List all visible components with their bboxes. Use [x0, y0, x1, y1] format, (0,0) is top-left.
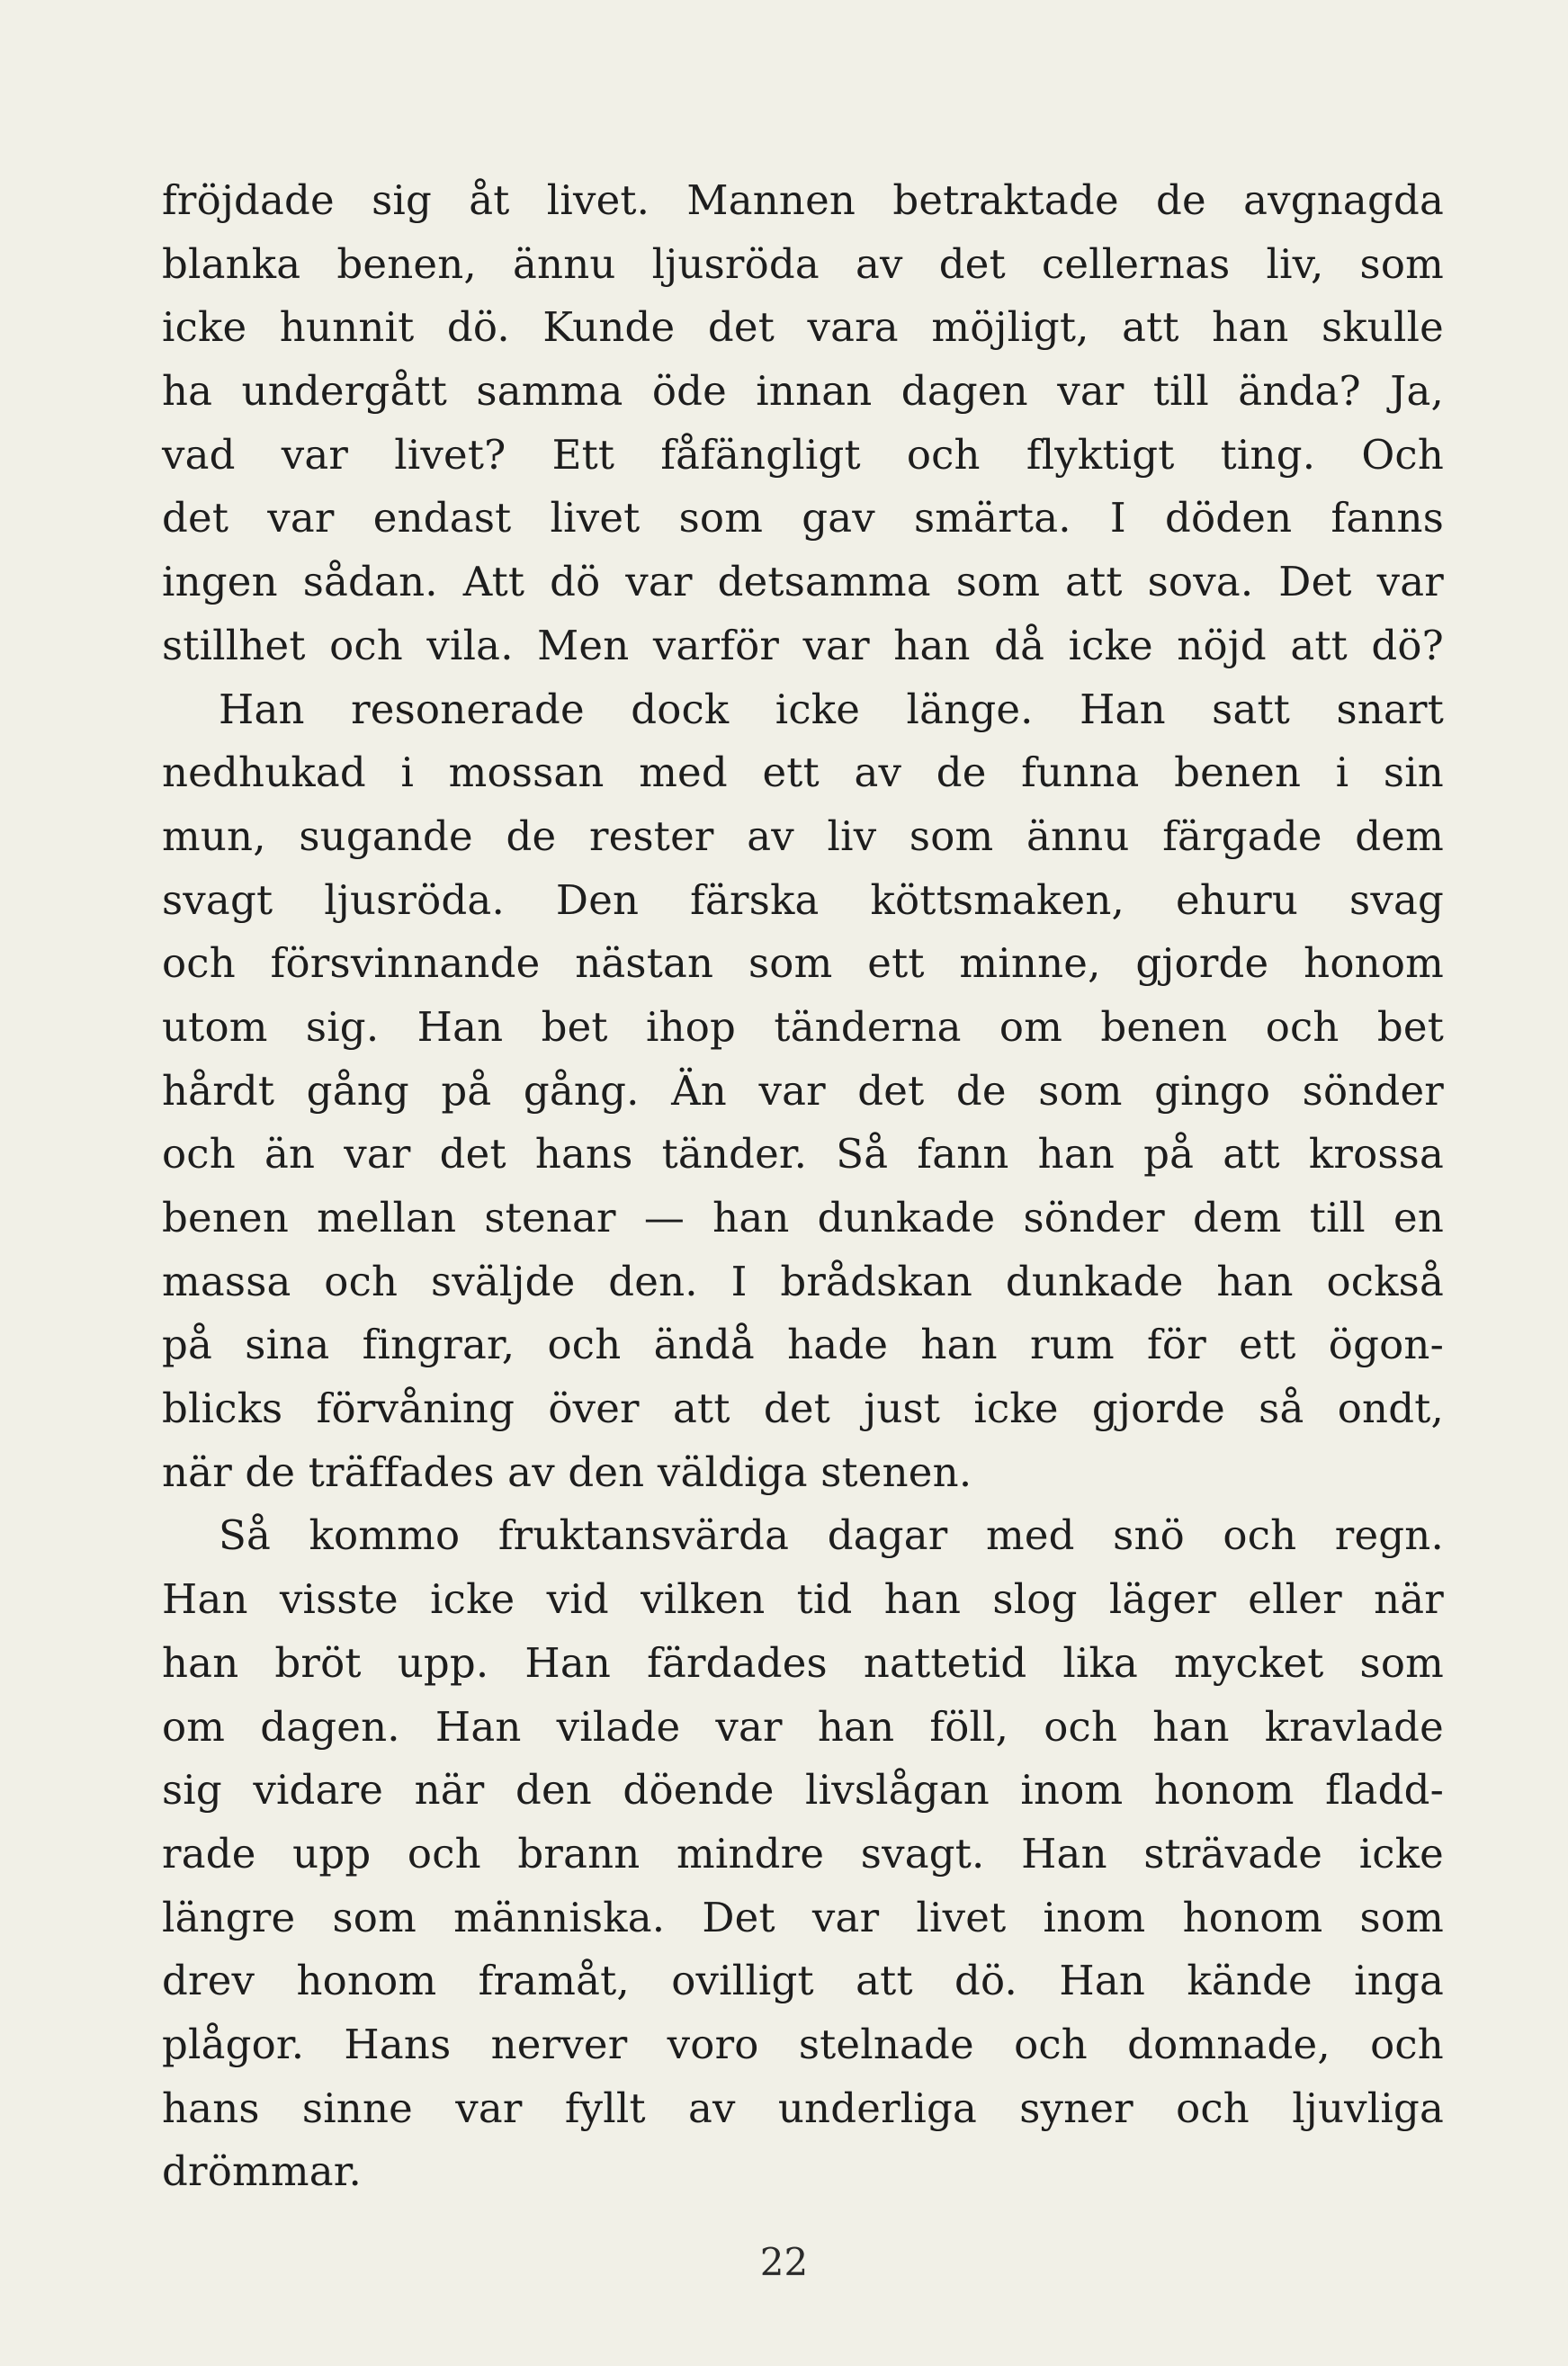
text-line: längre som människa. Det var livet inom honom som	[162, 1893, 1444, 1941]
text-line: ingen sådan. Att dö var detsamma som att sova. Det var	[162, 558, 1444, 606]
text-line: och än var det hans tänder. Så fann han på att krossa	[162, 1130, 1444, 1179]
text-line: benen mellan stenar — han dunkade sönder dem till en	[162, 1194, 1444, 1241]
text-line: svagt ljusröda. Den färska köttsmaken, ehuru svag	[162, 875, 1444, 924]
text-line: vad var livet? Ett fåfängligt och flyktigt ting. Och	[162, 430, 1444, 479]
text-line: om dagen. Han vilade var han föll, och han kravlade	[162, 1702, 1444, 1751]
text-line: Så kommo fruktansvärda dagar med snö och regn.	[219, 1511, 1444, 1560]
text-line: hans sinne var fyllt av underliga syner och ljuvliga	[162, 2084, 1444, 2132]
text-line: nedhukad i mossan med ett av de funna benen i sin	[162, 748, 1444, 797]
text-line: på sina fingrar, och ändå hade han rum för ett ögon-	[162, 1321, 1444, 1369]
text-line: sig vidare när den döende livslågan inom honom fladd-	[162, 1766, 1444, 1815]
text-line: fröjdade sig åt livet. Mannen betraktade de avgnagda	[162, 176, 1444, 224]
text-line: drömmar.	[162, 2147, 363, 2196]
text-line: rade upp och brann mindre svagt. Han strävade icke	[162, 1829, 1444, 1878]
text-line: utom sig. Han bet ihop tänderna om benen och bet	[162, 1002, 1444, 1051]
text-line: han bröt upp. Han färdades nattetid lika mycket som	[162, 1638, 1444, 1687]
text-line: och försvinnande nästan som ett minne, gjorde honom	[162, 939, 1444, 988]
page-number: 22	[759, 2240, 809, 2284]
text-line: det var endast livet som gav smärta. I döden fanns	[162, 494, 1444, 542]
text-line: hårdt gång på gång. Än var det de som gingo sönder	[162, 1066, 1444, 1115]
text-line: plågor. Hans nerver voro stelnade och domnade, och	[162, 2020, 1444, 2068]
body-text	[162, 169, 1444, 2204]
text-line: stillhet och vila. Men varför var han då icke nöjd att dö?	[162, 621, 1444, 669]
text-line: Han visste icke vid vilken tid han slog läger eller när	[162, 1575, 1444, 1624]
text-line: blicks förvåning över att det just icke gjorde så ondt,	[162, 1385, 1444, 1433]
text-line: mun, sugande de rester av liv som ännu färgade dem	[162, 811, 1444, 860]
text-line: drev honom framåt, ovilligt att dö. Han kände inga	[162, 1957, 1444, 2005]
text-line: icke hunnit dö. Kunde det vara möjligt, att han skulle	[162, 303, 1444, 352]
text-line: massa och sväljde den. I brådskan dunkade han också	[162, 1257, 1444, 1305]
text-line: Han resonerade dock icke länge. Han satt snart	[219, 685, 1444, 733]
text-line: ha undergått samma öde innan dagen var till ända? Ja,	[162, 367, 1444, 416]
text-line: när de träffades av den väldiga stenen.	[162, 1447, 972, 1496]
text-line: blanka benen, ännu ljusröda av det cellernas liv, som	[162, 239, 1444, 288]
